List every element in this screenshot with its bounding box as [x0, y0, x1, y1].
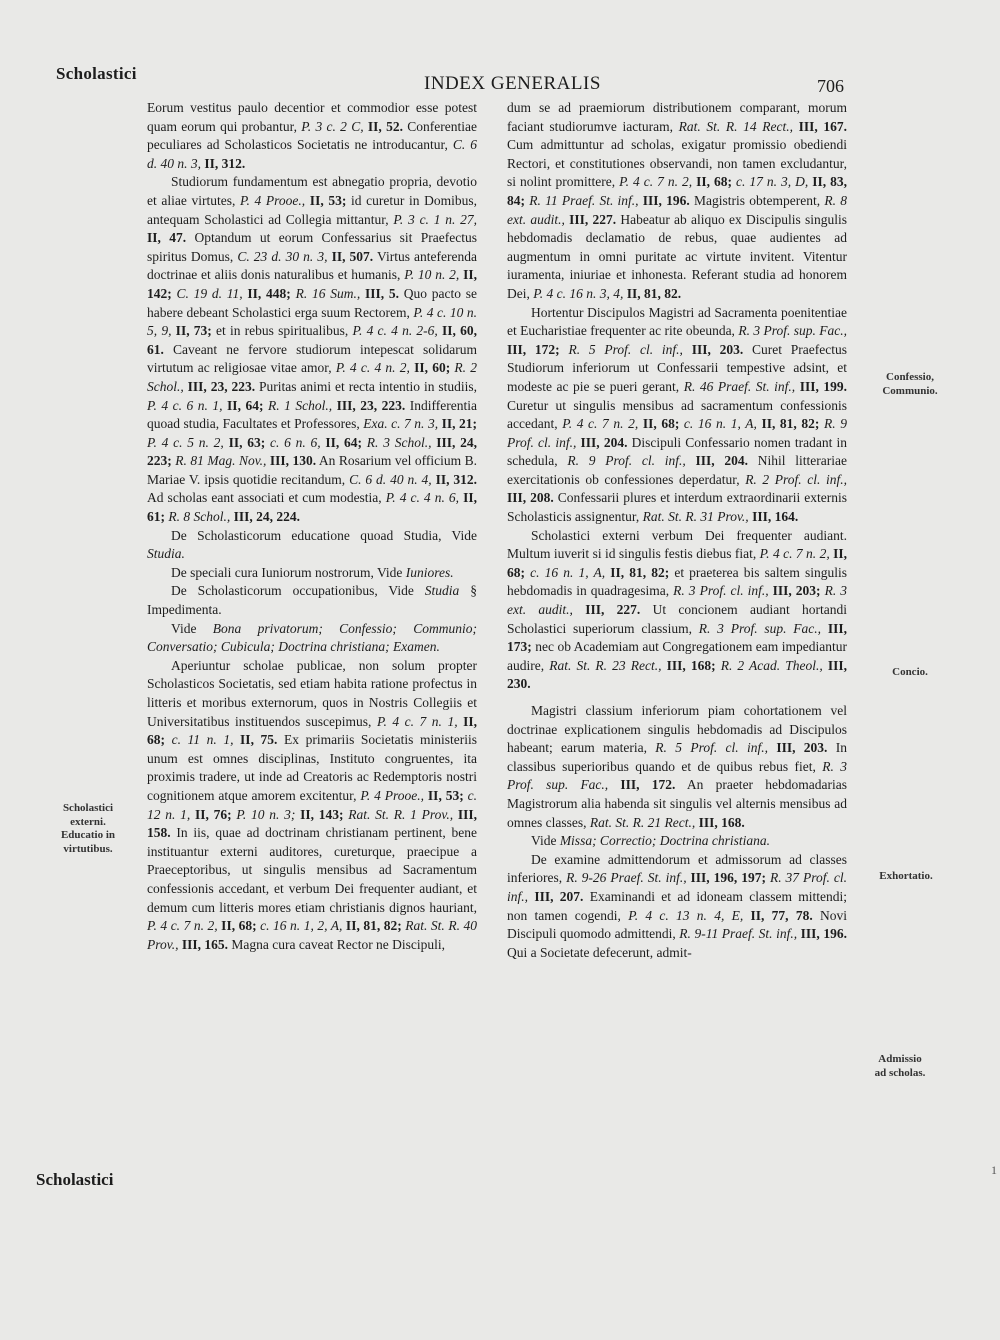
paragraph: Scholastici externi verbum Dei frequenter audiant. Multum iuverit si id singulis festis diebus fiat, P. 4 c. 7 n. 2, II, 68; c. 16 n. 1, A, II, 81, 82; et praeterea bis saltem singulis hebdomadis in quadragesima, R. 3 Prof. cl. inf., III, 203; R. 3 ext. audit., III, 227. Ut concionem audiant hortandi Scholastici superiorum classium, R. 3 Prof. sup. Fac., III, 173; nec ob Academiam aut Congregationem eam impediantur audire, Rat. St. R. 23 Rect., III, 168; R. 2 Acad. Theol., III, 230. — [507, 527, 848, 692]
paragraph: Aperiuntur scholae publicae, non solum propter Scholasticos Societatis, sed etiam habita ratione profectus in litteris et moribus externorum, quos in Nostris Collegiis et Universitatibus instituendos suscepimus, P. 4 c. 7 n. 1, II, 68; c. 11 n. 1, II, 75. Ex primariis Societatis ministeriis unum est omnes disciplinas, Instituto congruentes, ita proximis tradere, ut inde ad Creatoris ac Redemptoris nostri cognitionem atque amorem excitentur, P. 4 Prooe., II, 53; c. 12 n. 1, II, 76; P. 10 n. 3; II, 143; Rat. St. R. 1 Prov., III, 158. In iis, quae ad doctrinam christianam pertinent, bene instituantur externi auditores, cureturque, praecipue a Praeceptoribus, ut singulis mensibus ad Sacramentum confessionis accedant, et verbum Dei frequenter audiant, et demum cum litteris mores etiam christianis dignos hauriant, P. 4 c. 7 n. 2, II, 68; c. 16 n. 1, 2, A, II, 81, 82; Rat. St. R. 40 Prov., III, 165. Magna cura caveat Rector ne Discipuli, — [147, 657, 478, 952]
paragraph: dum se ad praemiorum distributionem comparant, morum faciant studiorumve iacturam, Rat. St. R. 14 Rect., III, 167. Cum admittuntur ad scholas, exigatur promissio obediendi Rectori, et constitutiones observandi, non tamen excludantur, si nolint promittere, P. 4 c. 7 n. 2, II, 68; c. 17 n. 3, D, II, 83, 84; R. 11 Praef. St. inf., III, 196. Magistris obtemperent, R. 8 ext. audit., III, 227. Habeatur ab aliquo ex Discipulis singulis hebdomadis declamatio de rebus, quae audientes ad augmentum in omni puritate ac virtute invitent. Vitentur iuramenta, iniuriae et inhonesta. Referant studia ad honorem Dei, P. 4 c. 16 n. 3, 4, II, 81, 82. — [507, 100, 848, 301]
paragraph: De Scholasticorum occupationibus, Vide Studia § Impedimenta. — [147, 583, 478, 618]
paragraph: Vide Missa; Correctio; Doctrina christiana. — [531, 833, 771, 849]
margin-note-scholastici-externi: Scholastici externi. Educatio in virtutibus. — [60, 802, 116, 855]
paragraph: De Scholasticorum educatione quoad Studia, Vide Studia. — [147, 527, 477, 562]
edge-mark: 1 — [991, 1163, 997, 1177]
running-head: Scholastici — [56, 64, 137, 83]
paragraph: Magistri classium inferiorum piam cohortationem vel doctrinae explicationem singulis hebdomadis ad Discipulos habeant; earum materia, R. 5 Prof. cl. inf., III, 203. In classibus superioribus quando et de quibus rebus fiet, R. 3 Prof. sup. Fac., III, 172. An praeter hebdomadarias Magistrorum alia habenda sit singulis vel alternis mensibus ad omnes classes, Rat. St. R. 21 Rect., III, 168. — [507, 703, 848, 830]
paragraph: De speciali cura Iuniorum nostrorum, Vide Iuniores. — [171, 564, 454, 580]
margin-note-exhortatio: Exhortatio. — [879, 870, 933, 882]
catchword: Scholastici — [36, 1170, 114, 1189]
page-number: 706 — [817, 76, 844, 96]
margin-note-admissio: Admissio ad scholas. — [874, 1053, 926, 1079]
paragraph: Eorum vestitus paulo decentior et commodior esse potest quam eorum qui probantur, P. 3 c. 2 C, II, 52. Conferentiae peculiares ad Scholasticos Societatis ne introducantur, C. 6 d. 40 n. 3, II, 312. — [147, 100, 478, 171]
paragraph: Hortentur Discipulos Magistri ad Sacramenta poenitentiae et Eucharistiae frequenter ac rite obeunda, R. 3 Prof. sup. Fac., III, 172; R. 5 Prof. cl. inf., III, 203. Curet Praefectus Studiorum inferiorum ut Confessarii tempestive adsint, et modeste ac pie se pueri gerant, R. 46 Praef. St. inf., III, 199. Curetur ut singulis mensibus ad sacramentum confessionis accedant, P. 4 c. 7 n. 2, II, 68; c. 16 n. 1, A, II, 81, 82; R. 9 Prof. cl. inf., III, 204. Discipuli Confessario nomen tradant in schedula, R. 9 Prof. cl. inf., III, 204. Nihil litterariae exercitationis ob confessiones deperdatur, R. 2 Prof. cl. inf., III, 208. Confessarii plures et interdum extraordinarii externis Scholasticis assignentur, Rat. St. R. 31 Prov., III, 164. — [507, 304, 848, 525]
paragraph-gap — [507, 694, 847, 702]
paragraph: Vide Bona privatorum; Confessio; Communio; Conversatio; Cubicula; Doctrina christiana; Examen. — [147, 620, 477, 655]
margin-note-confessio: Confessio, Communio. — [882, 371, 938, 397]
paragraph: Studiorum fundamentum est abnegatio propria, devotio et aliae virtutes, P. 4 Prooe., II, 53; id curetur in Domibus, antequam Scholastici ad Collegia mittantur, P. 3 c. 1 n. 27, II, 47. Optandum ut eorum Confessarius sit Praefectus spiritus Domus, C. 23 d. 30 n. 3, II, 507. Virtus anteferenda doctrinae et aliis donis naturalibus et humanis, P. 10 n. 2, II, 142; C. 19 d. 11, II, 448; R. 16 Sum., III, 5. Quo pacto se habere debeant Scholastici erga suum Rectorem, P. 4 c. 10 n. 5, 9, II, 73; et in rebus spiritualibus, P. 4 c. 4 n. 2-6, II, 60, 61. Caveant ne fervore studiorum intepescat solidarum virtutum ac religiosae vitae amor, P. 4 c. 4 n. 2, II, 60; R. 2 Schol., III, 23, 223. Puritas animi et recta intentio in studiis, P. 4 c. 6 n. 1, II, 64; R. 1 Schol., III, 23, 223. Indifferentia quoad studia, Facultates et Professores, Exa. c. 7 n. 3, II, 21; P. 4 c. 5 n. 2, II, 63; c. 6 n. 6, II, 64; R. 3 Schol., III, 24, 223; R. 81 Mag. Nov., III, 130. An Rosarium vel officium B. Mariae V. ipsis quotidie recitandum, C. 6 d. 40 n. 4, II, 312. Ad scholas eant associati et cum modestia, P. 4 c. 4 n. 6, II, 61; R. 8 Schol., III, 24, 224. — [147, 174, 478, 525]
right-column — [507, 99, 847, 962]
left-column — [147, 99, 477, 954]
margin-note-concio: Concio. — [892, 666, 928, 678]
paragraph: De examine admittendorum et admissorum ad classes inferiores, R. 9-26 Praef. St. inf., III, 196, 197; R. 37 Prof. cl. inf., III, 207. Examinandi et ad idoneam classem mittendi; non tamen cogendi, P. 4 c. 13 n. 4, E, II, 77, 78. Novi Discipuli quomodo admittendi, R. 9-11 Praef. St. inf., III, 196. Qui a Societate defecerunt, admit- — [507, 851, 848, 960]
page-title: INDEX GENERALIS — [424, 73, 601, 94]
